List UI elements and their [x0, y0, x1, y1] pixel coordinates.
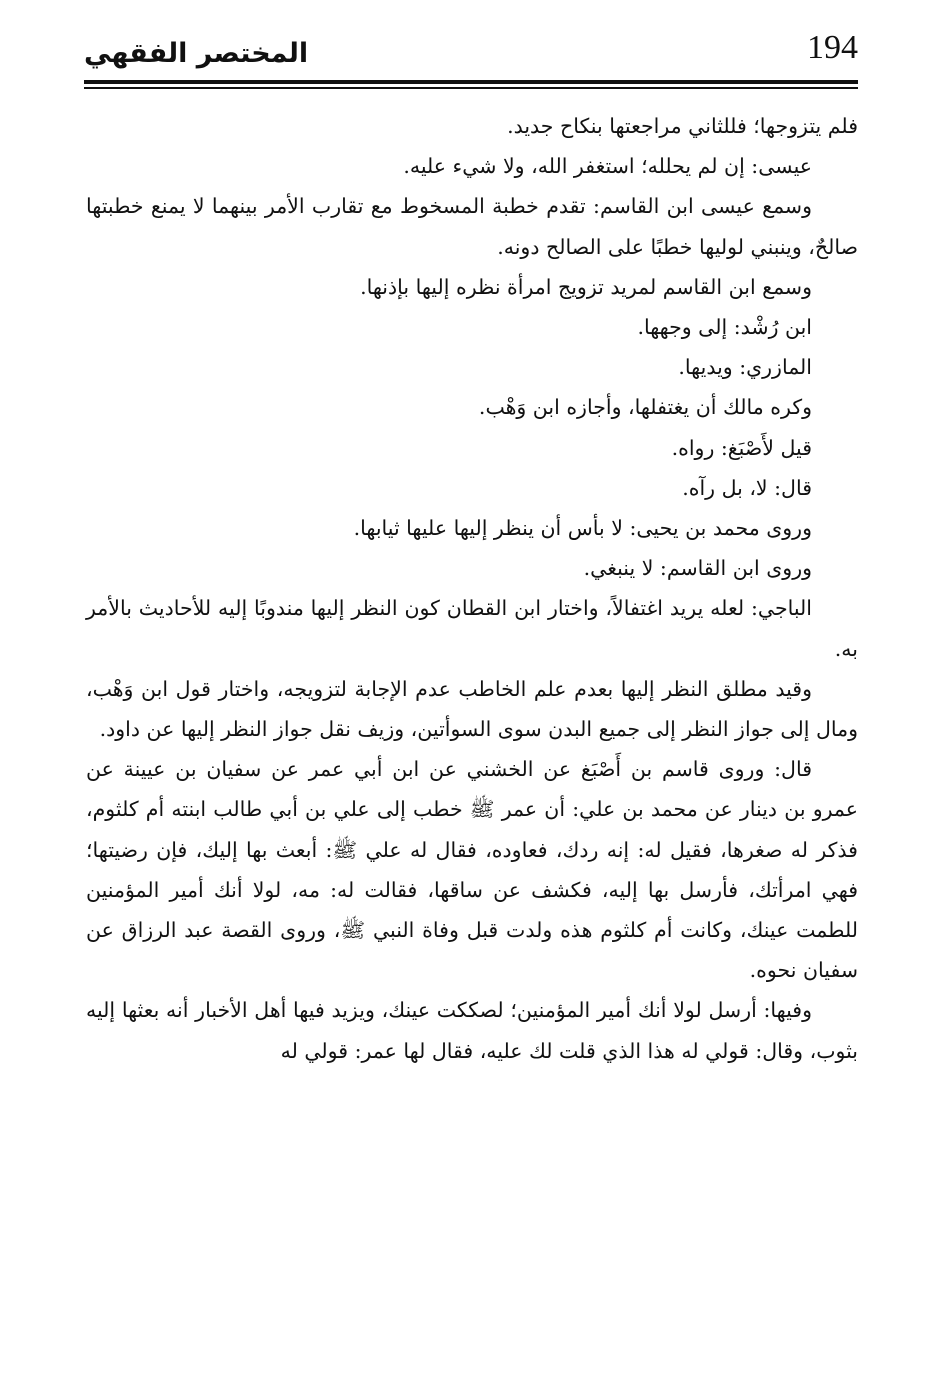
paragraph: المازري: ويديها.	[678, 355, 812, 380]
header-rule-thin	[84, 87, 858, 89]
paragraph: وروى ابن القاسم: لا ينبغي.	[583, 556, 812, 581]
paragraph: قال: وروى قاسم بن أَصْبَغ عن الخشني عن ابن أبي عمر عن سفيان بن عيينة عن عمرو بن دينار عن محمد بن علي: أن عمر ﷺ خطب إلى علي بن أبي طالب ابنته أم كلثوم، فذكر له صغرها، فقيل له: إنه ردك، فعاوده، فقال له علي ﷺ: أبعث بها إليك، فإن رضيتها؛ فهي امرأتك، فأرسل بها إليه، فكشف عن ساقها، فقالت له: مه، لولا أنك أمير المؤمنين للطمت عينك، وكانت أم كلثوم هذه ولدت قبل وفاة النبي ﷺ، وروى القصة عبد الرزاق عن سفيان نحوه.	[86, 757, 858, 983]
paragraph: وكره مالك أن يغتفلها، وأجازه ابن وَهْب.	[478, 395, 812, 420]
paragraph: الباجي: لعله يريد اغتفالاً، واختار ابن القطان كون النظر إليها مندوبًا إليه للأحاديث بالأمر به.	[86, 596, 858, 661]
paragraph: وروى محمد بن يحيى: لا بأس أن ينظر إليها عليها ثيابها.	[353, 516, 812, 541]
paragraph: قال: لا، بل رآه.	[682, 475, 812, 500]
paragraph: ابن رُشْد: إلى وجهها.	[637, 315, 812, 340]
body-text	[86, 106, 858, 1071]
paragraph: وقيد مطلق النظر إليها بعدم علم الخاطب عدم الإجابة لتزويجه، واختار قول ابن وَهْب، ومال إلى جواز النظر إلى جميع البدن سوى السوأتين، وزيف نقل جواز النظر إليها عن داود.	[86, 676, 858, 742]
page-header	[84, 28, 858, 90]
paragraph: عيسى: إن لم يحلله؛ استغفر الله، ولا شيء عليه.	[403, 154, 812, 179]
paragraph: وسمع ابن القاسم لمريد تزويج امرأة نظره إليها بإذنها.	[360, 274, 812, 299]
header-rule-thick	[84, 80, 858, 84]
page-number: 194	[807, 29, 858, 66]
book-title: المختصر الفقهي	[84, 38, 309, 69]
paragraph: وسمع عيسى ابن القاسم: تقدم خطبة المسخوط مع تقارب الأمر بينهما لا يمنع خطبتها صالحٌ، وينبني لوليها خطبًا على الصالح دونه.	[86, 194, 858, 259]
paragraph: قيل لأَصْبَغ: رواه.	[671, 435, 812, 460]
paragraph: وفيها: أرسل لولا أنك أمير المؤمنين؛ لصككت عينك، ويزيد فيها أهل الأخبار أنه بعثها إليه بثوب، وقال: قولي له هذا الذي قلت لك عليه، فقال لها عمر: قولي له	[86, 998, 858, 1063]
paragraph: فلم يتزوجها؛ فللثاني مراجعتها بنكاح جديد.	[507, 114, 858, 138]
